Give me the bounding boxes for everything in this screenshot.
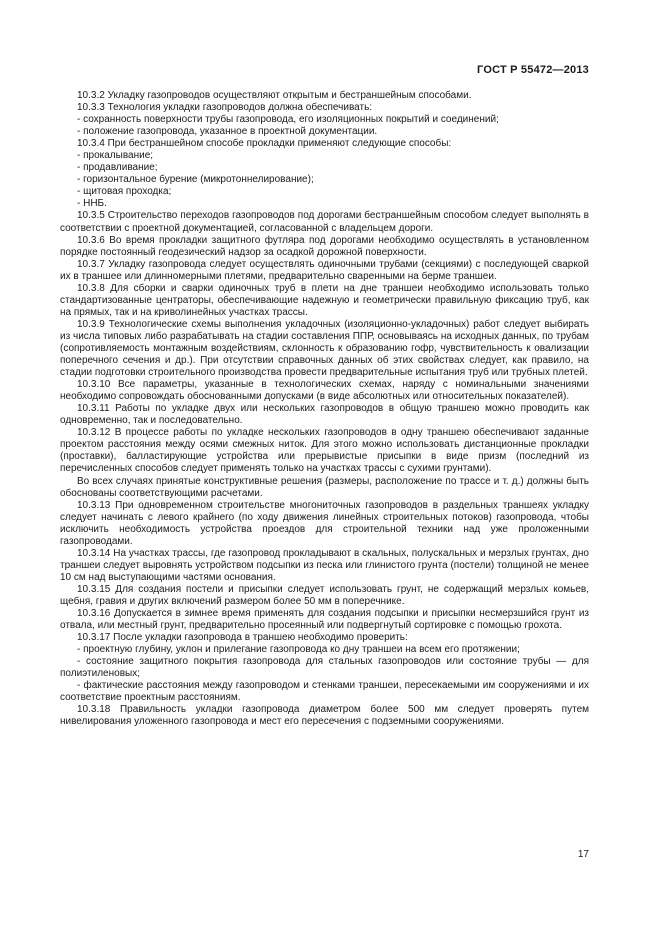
paragraph: 10.3.16 Допускается в зимнее время применять для создания подсыпки и присыпки несмерзшийся грунт из отвала, или местный грунт, предварительно просеянный или подвергнутый сортировке с помощью грохота. bbox=[60, 608, 589, 632]
paragraph: 10.3.15 Для создания постели и присыпки следует использовать грунт, не содержащий мерзлых комьев, щебня, гравия и других включений размером более 50 мм в поперечнике. bbox=[60, 583, 589, 607]
paragraph: 10.3.10 Все параметры, указанные в технологических схемах, наряду с номинальными значениями необходимо сопровождать обоснованными допусками (в виде абсолютных или относительных показателей). bbox=[60, 379, 589, 403]
paragraph: 10.3.18 Правильность укладки газопровода диаметром более 500 мм следует проверять путем нивелирования уложенного газопровода и мест его пересечения с подземными сооружениями. bbox=[60, 704, 589, 728]
paragraph: 10.3.4 При бестраншейном способе прокладки применяют следующие способы: bbox=[77, 138, 452, 150]
paragraph: 10.3.9 Технологические схемы выполнения укладочных (изоляционно-укладочных) работ следует выбирать из числа типовых либо разрабатывать на стадии составления ППР, основываясь на исходных данных, по трубам (сопротивляемость монтажным воздействиям, склонность к образованию гофр, чувствительность к овализации поперечного сечения и др.). При отсутствии справочных данных об этих свойствах следует, как правило, на стадии подготовки строительного производства провести предварительные испытания труб или трубных плетей. bbox=[60, 318, 589, 379]
paragraph: 10.3.11 Работы по укладке двух или нескольких газопроводов в общую траншею можно проводить как одновременно, так и последовательно. bbox=[60, 403, 589, 427]
paragraph: 10.3.2 Укладку газопроводов осуществляют открытым и бестраншейным способами. bbox=[77, 90, 472, 101]
paragraph: - прокалывание; bbox=[77, 150, 154, 162]
paragraph: - сохранность поверхности трубы газопровода, его изоляционных покрытий и соединений; bbox=[77, 114, 499, 126]
paragraph: - горизонтальное бурение (микротоннелирование); bbox=[77, 174, 314, 186]
paragraph: 10.3.13 При одновременном строительстве многониточных газопроводов в раздельных траншеях укладку следует начинать с левого крайнего (по ходу движения линейных строительных потоков) газопровода, чтобы исключить необходимость устройства проездов для строительной техники над уже проложенными газопроводами. bbox=[60, 499, 589, 547]
paragraph: 10.3.7 Укладку газопровода следует осуществлять одиночными трубами (секциями) с последующей сваркой их в траншее или длинномерными плетями, предварительно сваренными на берме траншеи. bbox=[60, 258, 589, 282]
paragraph: - щитовая проходка; bbox=[77, 186, 172, 198]
paragraph: 10.3.5 Строительство переходов газопроводов под дорогами бестраншейным способом следует выполнять в соответствии с проектной документацией, согласованной с владельцем дороги. bbox=[60, 210, 589, 234]
paragraph: - ННБ. bbox=[77, 198, 107, 210]
paragraph: 10.3.14 На участках трассы, где газопровод прокладывают в скальных, полускальных и мерзлых грунтах, дно траншеи следует выровнять устройством подсыпки из песка или глинистого грунта (постели) толщиной не менее 10 см над выступающими частями основания. bbox=[60, 547, 589, 583]
paragraph: - проектную глубину, уклон и прилегание газопровода ко дну траншеи на всем его протяжении; bbox=[77, 644, 520, 656]
paragraph: - продавливание; bbox=[77, 162, 158, 174]
paragraph: - состояние защитного покрытия газопровода для стальных газопроводов или состояние трубы — для полиэтиленовых; bbox=[60, 656, 589, 680]
paragraph: Во всех случаях принятые конструктивные решения (размеры, расположение по трассе и т. д.) должны быть обоснованы соответствующими расчетами. bbox=[60, 475, 589, 499]
page-number: 17 bbox=[577, 849, 589, 860]
paragraph: 10.3.8 Для сборки и сварки одиночных труб в плети на дне траншеи необходимо использовать только стандартизованные центраторы, обеспечивающие надежную и геометрически правильную фиксацию труб, как на прямых, так и на криволинейных участках трассы. bbox=[60, 282, 589, 318]
document-body bbox=[60, 90, 589, 728]
paragraph: 10.3.3 Технология укладки газопроводов должна обеспечивать: bbox=[77, 102, 373, 114]
document-code: ГОСТ Р 55472—2013 bbox=[477, 64, 589, 76]
paragraph: 10.3.12 В процессе работы по укладке нескольких газопроводов в одну траншею обеспечивают заданные проектом расстояния между осями смежных ниток. Для этого можно использовать дистанционные прокладки (проставки), балластирующие устройства или прерывистые присыпки в виде призм (последний из перечисленных способов следует применять только на участках трассы с сухими грунтами). bbox=[60, 427, 589, 475]
paragraph: 10.3.17 После укладки газопровода в траншею необходимо проверить: bbox=[77, 632, 408, 644]
paragraph: - положение газопровода, указанное в проектной документации. bbox=[77, 126, 378, 138]
paragraph: 10.3.6 Во время прокладки защитного футляра под дорогами необходимо осуществлять в установленном порядке постоянный геодезический надзор за осадкой дорожной поверхности. bbox=[60, 234, 589, 258]
paragraph: - фактические расстояния между газопроводом и стенками траншеи, пересекаемыми им сооружениями и их соответствие проектным расстояниям. bbox=[60, 680, 589, 704]
